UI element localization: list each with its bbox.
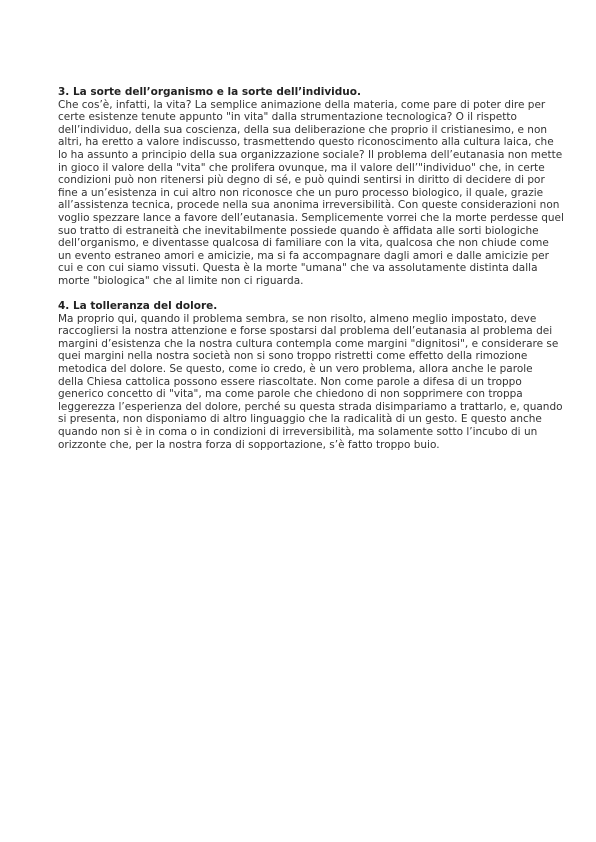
paragraph-line: margini d’esistenza che la nostra cultura contempla come margini "dignitosi", e considerare se <box>58 337 559 350</box>
paragraph-line: dell’organismo, e diventasse qualcosa di familiare con la vita, qualcosa che non chiude come <box>58 237 549 250</box>
paragraph-line: raccogliersi la nostra attenzione e forse spostarsi dal problema dell’eutanasia al problema dei <box>58 325 553 338</box>
document-page <box>58 86 564 451</box>
paragraph-line: suo tratto di estraneità che inevitabilmente possiede quando è affidata alle sorti biologiche <box>58 224 539 237</box>
paragraph-line: altri, ha eretto a valore indiscusso, trasmettendo questo riconoscimento alla cultura laica, che <box>58 136 554 149</box>
paragraph-line: si presenta, non disponiamo di altro linguaggio che la radicalità di un gesto. E questo anche <box>58 413 542 426</box>
paragraph-line: generico concetto di "vita", ma come parole che chiedono di non sopprimere con troppa <box>58 388 523 401</box>
paragraph-line: orizzonte che, per la nostra forza di sopportazione, s’è fatto troppo buio. <box>58 438 440 451</box>
paragraph-line: metodica del dolore. Se questo, come io credo, è un vero problema, allora anche le parole <box>58 363 533 376</box>
paragraph-line: certe esistenze tenute appunto "in vita" dalla strumentazione tecnologica? O il rispetto <box>58 111 517 124</box>
section-tolleranza-dolore <box>58 300 563 451</box>
paragraph-line: leggerezza l’esperienza del dolore, perché su questa strada disimpariamo a trattarlo, e, quando <box>58 400 563 413</box>
paragraph-line: un evento estraneo amori e amicizie, ma si fa accompagnare dagli amori e dalle amicizie per <box>58 249 549 262</box>
section-heading: 3. La sorte dell’organismo e la sorte dell’individuo. <box>58 86 361 98</box>
paragraph-line: condizioni può non ritenersi più degno di sé, e può quindi sentirsi in diritto di decidere di por <box>58 174 545 187</box>
paragraph-line: dell’individuo, della sua coscienza, della sua deliberazione che proprio il cristianesimo, e non <box>58 123 548 136</box>
paragraph-line: Che cos’è, infatti, la vita? La semplice animazione della materia, come pare di poter dire per <box>58 98 546 111</box>
section-heading: 4. La tolleranza del dolore. <box>58 300 218 313</box>
paragraph-line: in gioco il valore della "vita" che prolifera ovunque, ma il valore dell’"individuo" che, in certe <box>58 161 545 174</box>
paragraph-line: voglio spezzare lance a favore dell’eutanasia. Semplicemente vorrei che la morte perdesse quel <box>58 211 564 224</box>
paragraph-line: lo ha assunto a principio della sua organizzazione sociale? Il problema dell’eutanasia non mette <box>58 148 563 161</box>
paragraph-line: quei margini nella nostra società non si sono troppo ristretti come effetto della rimozione <box>58 350 528 363</box>
section-paragraph <box>58 98 564 288</box>
paragraph-line: quando non si è in coma o in condizioni di irreversibilità, ma solamente sotto l’incubo di un <box>58 426 538 439</box>
paragraph-line: fine a un’esistenza in cui altro non riconosce che un puro processo biologico, il quale, grazie <box>58 186 544 199</box>
paragraph-line: all’assistenza tecnica, procede nella sua anonima irreversibilità. Con queste considerazioni non <box>58 199 560 212</box>
paragraph-line: Ma proprio qui, quando il problema sembra, se non risolto, almeno meglio impostato, deve <box>58 312 537 325</box>
paragraph-line: morte "biologica" che al limite non ci riguarda. <box>58 274 304 287</box>
paragraph-line: cui e con cui siamo vissuti. Questa è la morte "umana" che va assolutamente distinta dalla <box>58 262 538 275</box>
paragraph-line: della Chiesa cattolica possono essere riascoltate. Non come parole a difesa di un troppo <box>58 375 522 388</box>
section-paragraph <box>58 312 563 452</box>
section-organismo-individuo <box>58 86 564 288</box>
